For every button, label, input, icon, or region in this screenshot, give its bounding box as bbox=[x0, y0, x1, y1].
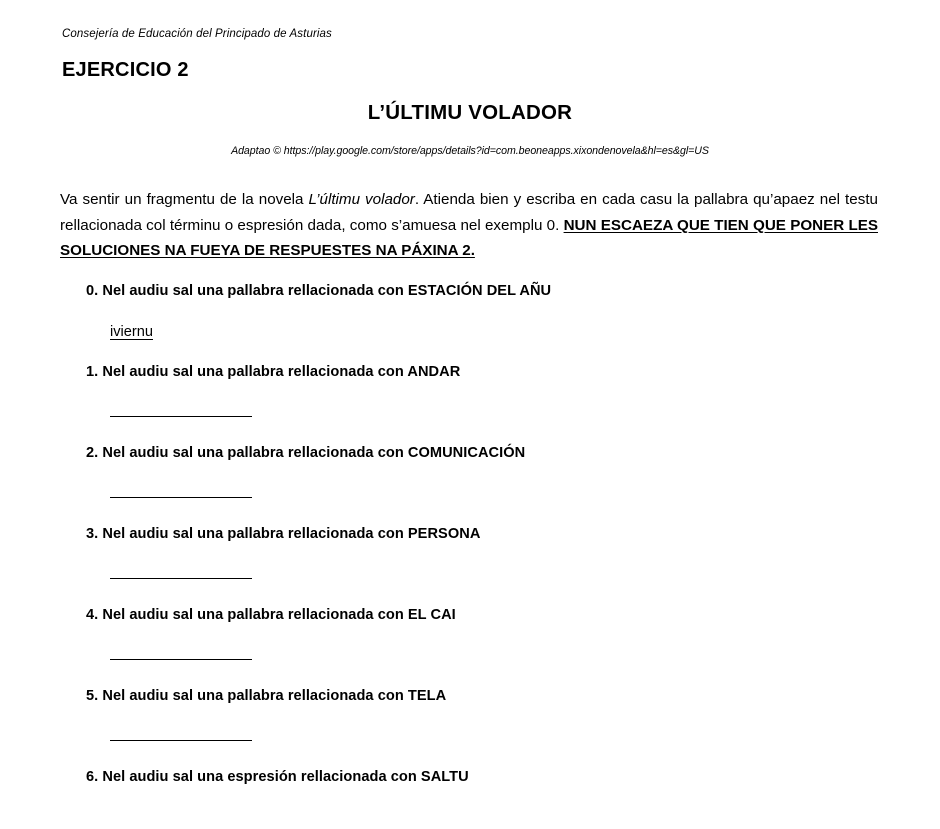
question-text: 0. Nel audiu sal una pallabra rellacionada con ESTACIÓN DEL AÑU bbox=[86, 283, 552, 299]
question-text: 2. Nel audiu sal una pallabra rellacionada con COMUNICACIÓN bbox=[86, 445, 526, 461]
instructions-text-part2: . Atienda bien y escriba en cada casu la pallabra qu’apaez nel testu rellacionada col términu o espresión dada, como s’amuesa nel exemplu 0. bbox=[60, 191, 878, 234]
question-text: 3. Nel audiu sal una pallabra rellacionada con PERSONA bbox=[86, 526, 481, 542]
answer-blank-line[interactable] bbox=[110, 497, 252, 498]
running-header: Consejería de Educación del Principado de Asturias bbox=[62, 28, 332, 40]
exercise-heading: EJERCICIO 2 bbox=[62, 59, 189, 81]
answer-blank-line[interactable] bbox=[110, 416, 252, 417]
source-attribution: Adaptao © https://play.google.com/store/apps/details?id=com.beoneapps.xixondenovela&hl=es&gl=US bbox=[231, 145, 709, 157]
question-text: 1. Nel audiu sal una pallabra rellacionada con ANDAR bbox=[86, 364, 461, 380]
answer-blank-line[interactable] bbox=[110, 578, 252, 579]
question-text: 4. Nel audiu sal una pallabra rellacionada con EL CAI bbox=[86, 607, 456, 623]
page-title: L’ÚLTIMU VOLADOR bbox=[367, 101, 573, 124]
instructions-warning: NUN ESCAEZA QUE TIEN QUE PONER LES SOLUCIONES NA FUEYA DE RESPUESTES NA PÁXINA 2. bbox=[60, 216, 878, 260]
question-text: 5. Nel audiu sal una pallabra rellacionada con TELA bbox=[86, 688, 447, 704]
instructions-paragraph bbox=[60, 187, 878, 264]
answer-text[interactable]: iviernu bbox=[110, 324, 153, 340]
instructions-text-part1: Va sentir un fragmentu de la novela bbox=[60, 191, 309, 209]
answer-blank-line[interactable] bbox=[110, 740, 252, 741]
answer-blank-line[interactable] bbox=[110, 659, 252, 660]
question-text: 6. Nel audiu sal una espresión rellacionada con SALTU bbox=[86, 769, 469, 785]
novel-title: L’últimu volador bbox=[308, 191, 415, 209]
